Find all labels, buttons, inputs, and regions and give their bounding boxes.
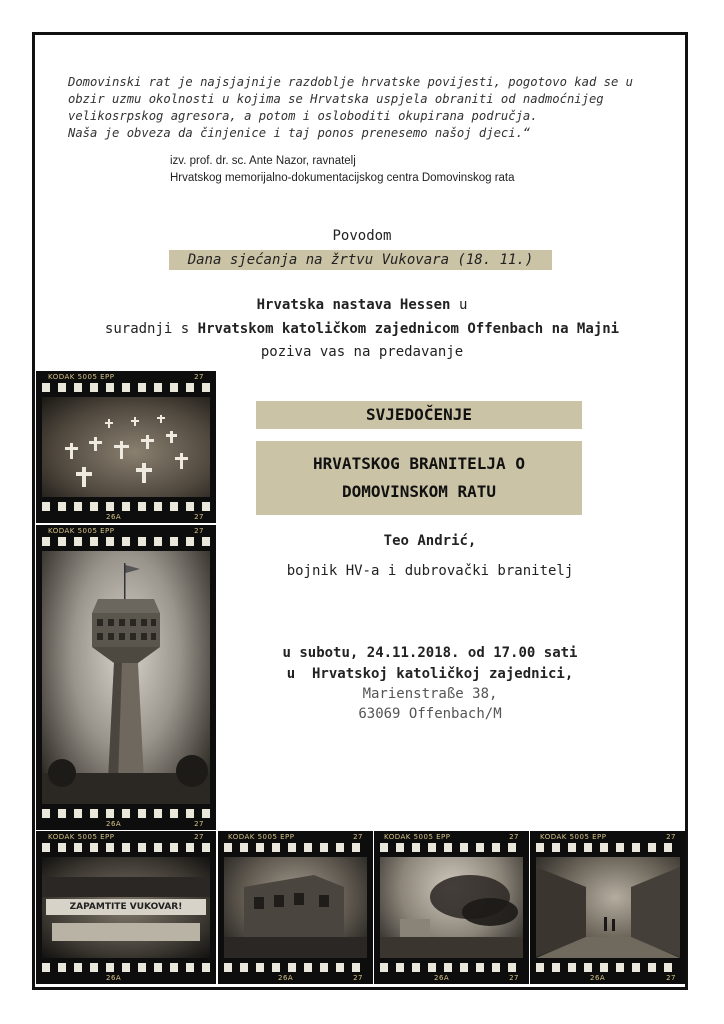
film-perforation xyxy=(42,809,210,818)
title-line: HRVATSKOG BRANITELJA O xyxy=(313,454,525,473)
event-street: Marienstraße 38, xyxy=(362,686,498,702)
occasion-label: Povodom xyxy=(332,228,392,244)
film-frame-number: 27 xyxy=(666,833,676,841)
film-frame-number: 27 xyxy=(666,974,676,982)
film-brand: KODAK 5005 EPP xyxy=(384,833,451,841)
film-perforation xyxy=(42,963,210,972)
film-perforation xyxy=(42,537,210,546)
quote-block xyxy=(68,74,668,142)
event-date: u subotu, 24.11.2018. od 17.00 sati xyxy=(282,645,578,661)
speaker-name: Teo Andrić, xyxy=(383,533,477,549)
film-photo-ruins xyxy=(218,831,373,984)
film-perforation xyxy=(42,502,210,511)
film-photo-street xyxy=(530,831,686,984)
film-perforation xyxy=(42,383,210,392)
film-code: 26A xyxy=(106,820,122,828)
film-perforation xyxy=(380,963,523,972)
quote-line: Naša je obveza da činjenice i taj ponos prenesemo našoj djeci.“ xyxy=(68,126,531,140)
film-photo-water-tower xyxy=(36,525,216,830)
intro-line-1 xyxy=(0,297,724,313)
film-perforation xyxy=(536,963,680,972)
film-perforation xyxy=(536,843,680,852)
film-perforation xyxy=(224,843,367,852)
event-venue xyxy=(200,666,660,682)
smoke-image xyxy=(380,857,523,958)
film-code: 26A xyxy=(278,974,294,982)
film-code: 26A xyxy=(434,974,450,982)
film-perforation xyxy=(380,843,523,852)
banner-text: ZAPAMTITE VUKOVAR! xyxy=(69,902,183,912)
film-brand: KODAK 5005 EPP xyxy=(228,833,295,841)
film-frame-number: 27 xyxy=(194,833,204,841)
intro-word: suradnji s xyxy=(104,321,190,337)
film-photo-smoke xyxy=(374,831,529,984)
film-frame-number: 27 xyxy=(353,974,363,982)
title-line: DOMOVINSKOM RATU xyxy=(341,482,497,501)
org-name: Hrvatska nastava Hessen xyxy=(256,297,451,313)
venue-prefix: u xyxy=(286,666,296,682)
intro-line-3: poziva vas na predavanje xyxy=(260,344,464,360)
film-brand: KODAK 5005 EPP xyxy=(48,373,115,381)
film-code: 26A xyxy=(106,974,122,982)
event-city: 63069 Offenbach/M xyxy=(358,706,502,722)
author-line: izv. prof. dr. sc. Ante Nazor, ravnatelj xyxy=(170,155,356,167)
street-image xyxy=(536,857,680,958)
quote-line: velikosrpskog agresora, a potom i osloboditi okupirana područja. xyxy=(68,109,538,123)
occasion-day: Dana sjećanja na žrtvu Vukovara (18. 11.) xyxy=(169,250,552,270)
title-box-1: SVJEDOČENJE xyxy=(256,401,582,429)
title-box-2 xyxy=(256,441,582,515)
film-photo-cemetery xyxy=(36,371,216,523)
ruins-image xyxy=(224,857,367,958)
speaker-role: bojnik HV-a i dubrovački branitelj xyxy=(286,563,574,579)
film-brand: KODAK 5005 EPP xyxy=(48,527,115,535)
quote-author xyxy=(170,153,515,187)
quote-line: obzir uzmu okolnosti u kojima se Hrvatska uspjela obraniti od nadmoćnijeg xyxy=(68,92,604,106)
banner-image xyxy=(42,857,210,958)
film-photo-banner xyxy=(36,831,216,984)
quote-line: Domovinski rat je najsjajnije razdoblje hrvatske povijesti, pogotovo kad se u xyxy=(68,75,633,89)
film-perforation xyxy=(224,963,367,972)
author-line: Hrvatskog memorijalno-dokumentacijskog centra Domovinskog rata xyxy=(170,172,515,184)
intro-word: u xyxy=(458,297,468,313)
film-frame-number: 27 xyxy=(194,527,204,535)
film-code: 26A xyxy=(590,974,606,982)
film-frame-number: 27 xyxy=(194,513,204,521)
film-frame-number: 27 xyxy=(194,820,204,828)
film-brand: KODAK 5005 EPP xyxy=(540,833,607,841)
film-frame-number: 27 xyxy=(509,974,519,982)
film-frame-number: 27 xyxy=(194,373,204,381)
film-code: 26A xyxy=(106,513,122,521)
cemetery-image xyxy=(42,397,210,497)
intro-line-2 xyxy=(0,321,724,337)
film-perforation xyxy=(42,843,210,852)
film-frame-number: 27 xyxy=(353,833,363,841)
partner-name: Hrvatskom katoličkom zajednicom Offenbach na Majni xyxy=(197,321,620,337)
film-brand: KODAK 5005 EPP xyxy=(48,833,115,841)
film-frame-number: 27 xyxy=(509,833,519,841)
water-tower-image xyxy=(42,551,210,804)
venue-name: Hrvatskoj katoličkoj zajednici, xyxy=(312,666,574,682)
